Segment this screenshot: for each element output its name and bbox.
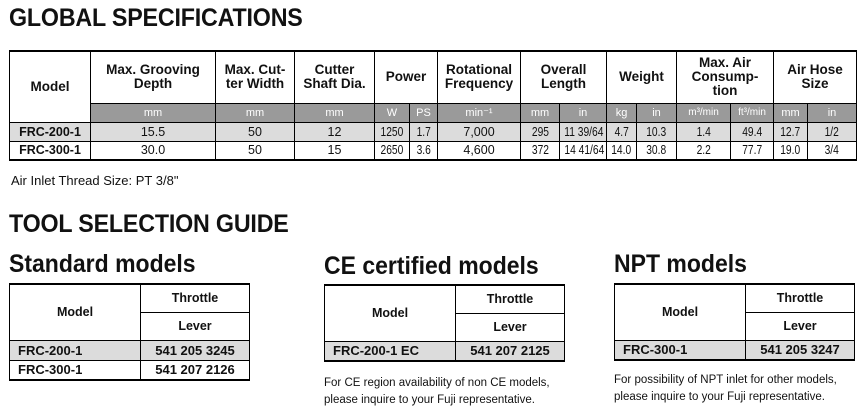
value-cell: 30.8 (637, 141, 677, 160)
value-cell: 2.2 (677, 141, 731, 160)
model-header: Model (10, 284, 141, 340)
value-cell: 3.6 (410, 141, 438, 160)
global-specifications-title: GLOBAL SPECIFICATIONS (9, 4, 303, 32)
value-cell: 1/2 (808, 122, 857, 141)
table-row (615, 340, 855, 360)
ce-certified-models-table (324, 284, 565, 362)
header-power: Power (375, 51, 438, 103)
header-weight: Weight (607, 51, 677, 103)
value-cell: 372 (521, 141, 560, 160)
model-cell: FRC-300-1 (10, 360, 141, 380)
value-cell: 50 (216, 141, 295, 160)
part-number-cell: 541 205 3247 (746, 340, 855, 360)
value-cell: 14.0 (607, 141, 637, 160)
table-row (10, 141, 857, 160)
model-cell: FRC-300-1 (10, 141, 91, 160)
unit-cell: in (808, 103, 857, 122)
standard-models-table (9, 283, 250, 381)
standard-models-title: Standard models (9, 250, 196, 278)
lever-header: Lever (746, 312, 855, 340)
model-cell: FRC-200-1 EC (325, 341, 456, 361)
unit-cell: W (375, 103, 410, 122)
model-cell: FRC-200-1 (10, 122, 91, 141)
unit-cell: mm (521, 103, 560, 122)
model-header: Model (325, 285, 456, 341)
tool-selection-guide-title: TOOL SELECTION GUIDE (9, 210, 289, 238)
value-cell: 14 41/64 (560, 141, 607, 160)
lever-header: Lever (456, 313, 565, 341)
lever-header: Lever (141, 312, 250, 340)
header-model: Model (10, 51, 91, 122)
npt-note: For possibility of NPT inlet for other models, please inquire to your Fuji representative. (614, 374, 837, 403)
header-max-grooving-depth: Max. Grooving Depth (91, 51, 216, 103)
unit-cell: mm (216, 103, 295, 122)
air-inlet-note: Air Inlet Thread Size: PT 3/8" (11, 173, 179, 188)
value-cell: 12 (295, 122, 375, 141)
unit-cell: mm (774, 103, 808, 122)
header-rotational-frequency: Rotational Frequency (438, 51, 521, 103)
value-cell: 7,000 (438, 122, 521, 141)
unit-cell: in (560, 103, 607, 122)
header-cutter-shaft-dia: Cutter Shaft Dia. (295, 51, 375, 103)
header-max-cutter-width: Max. Cut- ter Width (216, 51, 295, 103)
global-specifications-table (9, 50, 857, 161)
throttle-header: Throttle (456, 285, 565, 313)
value-cell: 2650 (375, 141, 410, 160)
unit-cell: m³/min (677, 103, 731, 122)
throttle-header: Throttle (141, 284, 250, 312)
throttle-header: Throttle (746, 284, 855, 312)
header-max-air-consumption: Max. Air Consump- tion (677, 51, 774, 103)
table-row (10, 340, 250, 360)
header-air-hose-size: Air Hose Size (774, 51, 857, 103)
model-cell: FRC-200-1 (10, 340, 141, 360)
unit-cell: in (637, 103, 677, 122)
value-cell: 50 (216, 122, 295, 141)
unit-cell: kg (607, 103, 637, 122)
part-number-cell: 541 207 2125 (456, 341, 565, 361)
value-cell: 11 39/64 (560, 122, 607, 141)
unit-cell: mm (295, 103, 375, 122)
unit-cell: ft³/min (731, 103, 774, 122)
npt-models-title: NPT models (614, 250, 747, 278)
model-header: Model (615, 284, 746, 340)
table-row (325, 341, 565, 361)
npt-models-table (614, 283, 855, 361)
value-cell: 3/4 (808, 141, 857, 160)
value-cell: 1250 (375, 122, 410, 141)
model-cell: FRC-300-1 (615, 340, 746, 360)
value-cell: 12.7 (774, 122, 808, 141)
value-cell: 295 (521, 122, 560, 141)
value-cell: 15.5 (91, 122, 216, 141)
value-cell: 49.4 (731, 122, 774, 141)
value-cell: 1.4 (677, 122, 731, 141)
spec-units-row (10, 103, 857, 122)
part-number-cell: 541 207 2126 (141, 360, 250, 380)
spec-header-row (10, 51, 857, 103)
ce-note: For CE region availability of non CE models, please inquire to your Fuji representative. (324, 377, 550, 406)
part-number-cell: 541 205 3245 (141, 340, 250, 360)
ce-certified-models-title: CE certified models (324, 252, 539, 280)
table-row (10, 360, 250, 380)
value-cell: 1.7 (410, 122, 438, 141)
value-cell: 10.3 (637, 122, 677, 141)
value-cell: 77.7 (731, 141, 774, 160)
unit-cell: mm (91, 103, 216, 122)
header-overall-length: Overall Length (521, 51, 607, 103)
value-cell: 15 (295, 141, 375, 160)
value-cell: 30.0 (91, 141, 216, 160)
table-row (10, 122, 857, 141)
value-cell: 4,600 (438, 141, 521, 160)
unit-cell: min⁻¹ (438, 103, 521, 122)
unit-cell: PS (410, 103, 438, 122)
value-cell: 19.0 (774, 141, 808, 160)
value-cell: 4.7 (607, 122, 637, 141)
